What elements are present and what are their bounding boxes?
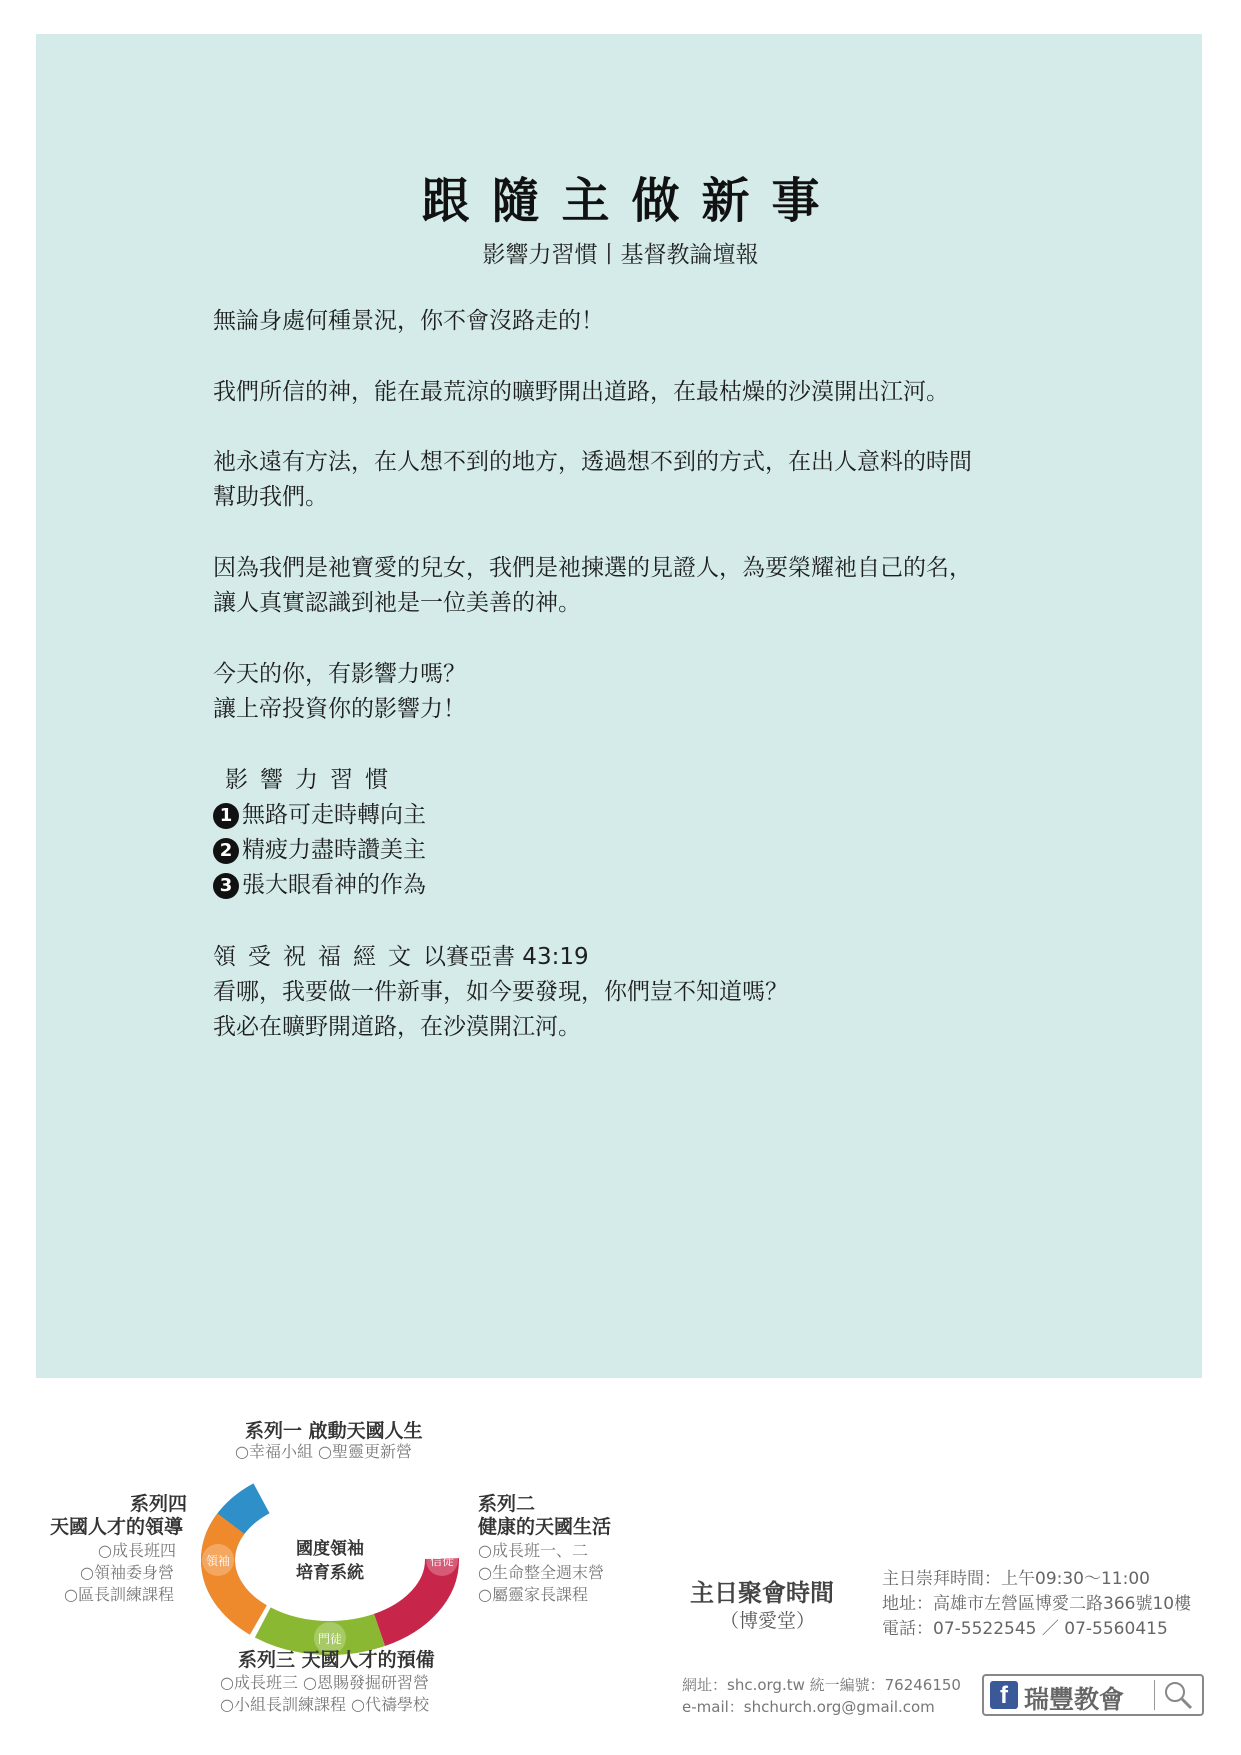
meeting-location: （博愛堂） [720, 1610, 816, 1632]
blessing-section [213, 940, 1053, 1045]
paragraph-4-line-2: 讓人真實認識到祂是一位美善的神。 [213, 590, 581, 616]
phone: 電話：07-5522545 ／ 07-5560415 [882, 1619, 1168, 1639]
address: 地址：高雄市左營區博愛二路366號10樓 [882, 1594, 1192, 1614]
series-2-title-line-1: 系列二 [478, 1493, 536, 1515]
habit-text-1: 無路可走時轉向主 [242, 802, 426, 828]
blessing-heading-line [213, 940, 1053, 975]
segment-right-label: 信徒 [429, 1554, 455, 1568]
leadership-diagram [50, 1405, 630, 1735]
website-link[interactable]: 網址：shc.org.tw 統一編號：76246150 [682, 1676, 961, 1694]
series-2-item-3: ○屬靈家長課程 [478, 1585, 588, 1604]
habits-section [213, 763, 1053, 903]
facebook-icon: f [990, 1681, 1018, 1709]
worship-time: 主日崇拜時間：上午09:30～11:00 [882, 1569, 1150, 1589]
facebook-page-name: 瑞豐教會 [1024, 1685, 1125, 1714]
paragraph-5-line-2: 讓上帝投資你的影響力！ [213, 696, 466, 722]
series-3-item-1: ○成長班三 ○恩賜發掘研習營 [220, 1673, 430, 1692]
series-2-title-line-2: 健康的天國生活 [478, 1516, 612, 1538]
habit-item-1 [213, 798, 1053, 833]
paragraph-4 [213, 551, 1053, 621]
series-2-item-1: ○成長班一、二 [478, 1541, 588, 1560]
badge-divider [1154, 1680, 1155, 1710]
paragraph-5-line-1: 今天的你，有影響力嗎？ [213, 661, 466, 687]
habit-text-3: 張大眼看神的作為 [242, 872, 426, 898]
paragraph-4-line-1: 因為我們是祂寶愛的兒女，我們是祂揀選的見證人，為要榮耀祂自己的名， [213, 555, 972, 581]
series-4-item-1: ○成長班四 [98, 1541, 176, 1560]
meeting-title: 主日聚會時間 [690, 1579, 834, 1607]
article-subtitle: 影響力習慣丨基督教論壇報 [482, 242, 759, 268]
diagram-center-line-2: 培育系統 [296, 1563, 364, 1583]
verse-line-2: 我必在曠野開道路，在沙漠開江河。 [213, 1014, 581, 1040]
email-link[interactable]: e-mail：shchurch.org@gmail.com [682, 1698, 935, 1716]
series-3-title: 系列三 天國人才的預備 [238, 1649, 435, 1671]
habits-heading: 影響力習慣 [225, 767, 400, 793]
series-2-item-2: ○生命整全週末營 [478, 1563, 604, 1582]
habit-item-2 [213, 833, 1053, 868]
segment-left-label: 領袖 [205, 1554, 231, 1568]
paragraph-1-text: 無論身處何種景況，你不會沒路走的！ [213, 308, 604, 334]
number-2-icon: 2 [213, 838, 239, 864]
segment-top-label: 慕道 [317, 1477, 343, 1491]
series-1-items: ○幸福小組 ○聖靈更新營 [235, 1442, 413, 1461]
paragraph-2 [213, 375, 1053, 410]
segment-bottom-label: 門徒 [317, 1632, 343, 1646]
series-4-title-line-2: 天國人才的領導 [50, 1516, 184, 1538]
habit-text-2: 精疲力盡時讚美主 [242, 837, 426, 863]
paragraph-3 [213, 445, 1053, 515]
habit-item-3 [213, 868, 1053, 903]
series-4-item-2: ○領袖委身營 [80, 1563, 174, 1582]
facebook-search-badge[interactable] [982, 1674, 1204, 1716]
verse-line-1: 看哪，我要做一件新事，如今要發現，你們豈不知道嗎？ [213, 979, 788, 1005]
series-4-item-3: ○區長訓練課程 [64, 1585, 174, 1604]
series-4-title-line-1: 系列四 [130, 1493, 188, 1515]
paragraph-3-line-1: 祂永遠有方法，在人想不到的地方，透過想不到的方式，在出人意料的時間 [213, 449, 972, 475]
blessing-heading: 領受祝福經文 [213, 944, 423, 970]
search-icon[interactable] [1162, 1679, 1194, 1711]
paragraph-1 [213, 304, 1053, 339]
number-3-icon: 3 [213, 873, 239, 899]
article-title: 跟隨主做新事 [421, 173, 842, 229]
diagram-center-line-1: 國度領袖 [296, 1539, 364, 1559]
blessing-reference: 以賽亞書 43:19 [423, 944, 589, 970]
paragraph-3-line-2: 幫助我們。 [213, 484, 328, 510]
number-1-icon: 1 [213, 803, 239, 829]
series-1-title: 系列一 啟動天國人生 [245, 1420, 423, 1442]
series-3-item-2: ○小組長訓練課程 ○代禱學校 [220, 1695, 430, 1714]
paragraph-5 [213, 657, 1053, 727]
paragraph-2-text: 我們所信的神，能在最荒涼的曠野開出道路，在最枯燥的沙漠開出江河。 [213, 379, 949, 405]
